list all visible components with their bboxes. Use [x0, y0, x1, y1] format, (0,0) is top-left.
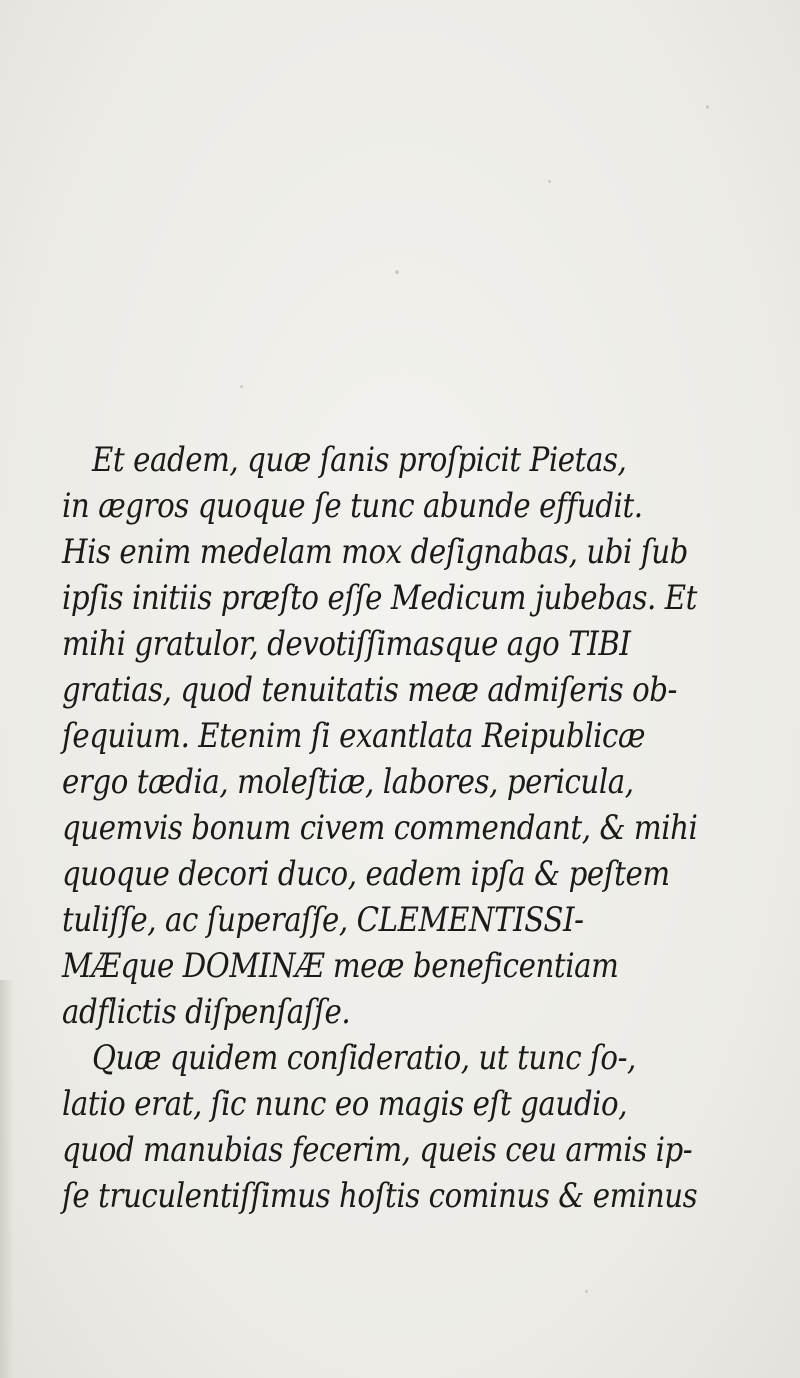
text-line: quemvis bonum civem commendant, & mihi: [62, 808, 698, 848]
paper-speck: [548, 180, 551, 183]
paper-speck: [585, 1290, 588, 1293]
paper-speck: [395, 270, 399, 274]
text-line: Quæ quidem conſideratio, ut tunc ſo-,: [92, 1038, 636, 1078]
text-line: gratias, quod tenuitatis meæ admiſeris ob-: [62, 670, 678, 710]
paper-speck: [240, 385, 243, 388]
text-line: adflictis diſpenſaſſe.: [62, 992, 351, 1032]
text-line: His enim medelam mox deſignabas, ubi ſub: [62, 532, 688, 572]
text-line: quoque decori duco, eadem ipſa & peſtem: [62, 854, 670, 894]
paper-speck: [706, 105, 709, 109]
text-line: ſequium. Etenim ſi exantlata Reipublicæ: [62, 716, 646, 756]
text-line: MÆque DOMINÆ meæ beneficentiam: [62, 946, 619, 986]
text-line: ergo tædia, moleſtiæ, labores, pericula,: [62, 762, 634, 802]
text-line: ipſis initiis præſto eſſe Medicum jubebas. Et: [62, 578, 697, 618]
text-line: Et eadem, quæ ſanis proſpicit Pietas,: [92, 440, 627, 480]
text-line: mihi gratulor, devotiſſimasque ago TIBI: [62, 624, 631, 664]
text-line: ſe truculentiſſimus hoſtis cominus & eminus: [62, 1176, 698, 1216]
text-line: quod manubias fecerim, queis ceu armis ip-: [62, 1130, 693, 1170]
text-line: tuliſſe, ac ſuperaſſe, CLEMENTISSI-: [62, 900, 584, 940]
page-gutter-shadow: [0, 980, 14, 1378]
text-line: in ægros quoque ſe tunc abunde effudit.: [62, 486, 643, 526]
text-line: latio erat, ſic nunc eo magis eſt gaudio,: [62, 1084, 628, 1124]
